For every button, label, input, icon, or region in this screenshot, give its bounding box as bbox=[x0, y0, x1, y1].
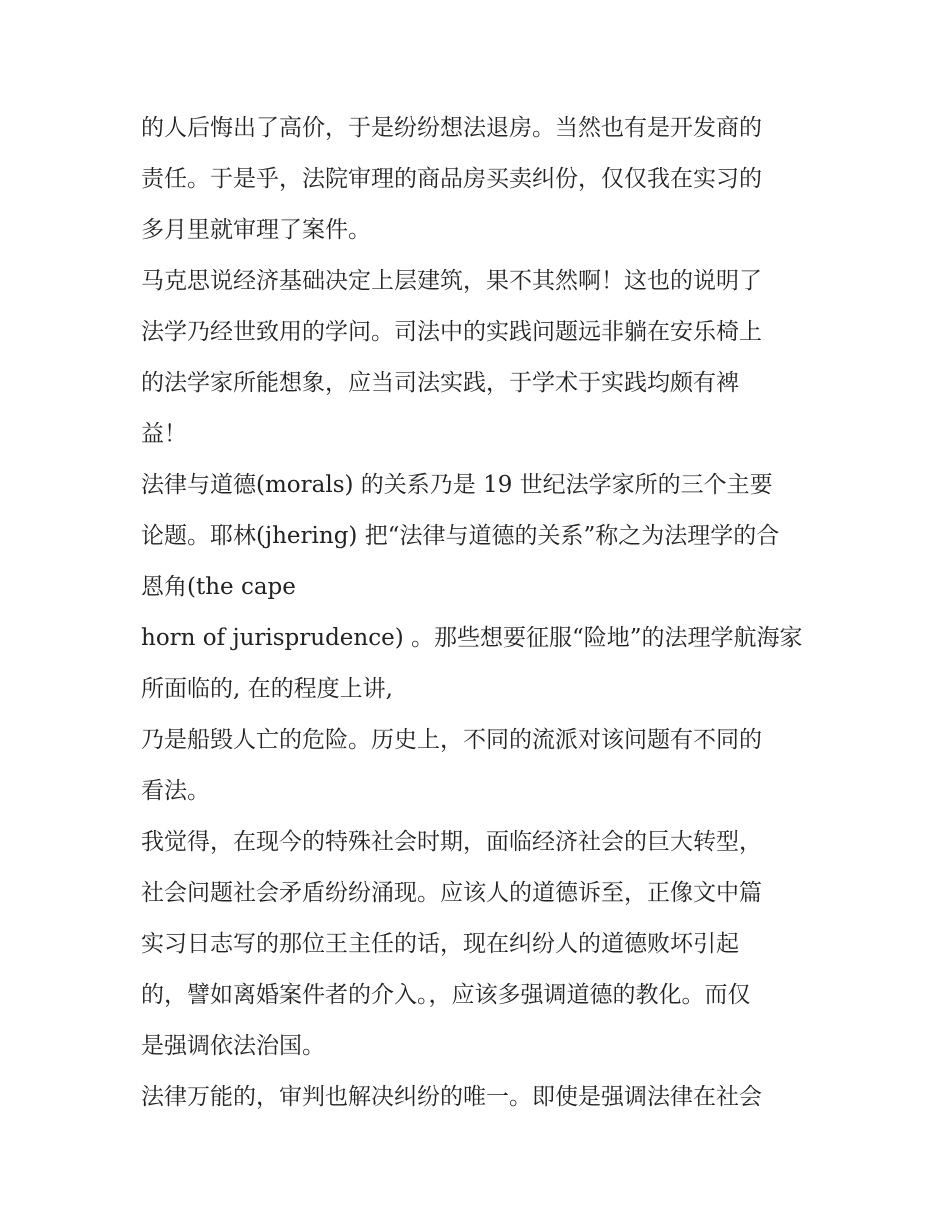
text-line: 我觉得，在现今的特殊社会时期，面临经济社会的巨大转型， bbox=[141, 829, 762, 855]
text-line: 乃是船毁人亡的危险。历史上，不同的流派对该问题有不同的 bbox=[141, 727, 762, 753]
text-line: 是强调依法治国。 bbox=[141, 1033, 325, 1059]
text-line: 所面临的, 在的程度上讲, bbox=[141, 676, 393, 702]
text-line: 法学乃经世致用的学问。司法中的实践问题远非躺在安乐椅上 bbox=[141, 319, 762, 345]
text-line: 责任。于是乎，法院审理的商品房买卖纠份，仅仅我在实习的 bbox=[141, 166, 762, 192]
text-line: 社会问题社会矛盾纷纷涌现。应该人的道德诉至，正像文中篇 bbox=[141, 880, 762, 906]
text-line: 法律与道德(morals) 的关系乃是 19 世纪法学家所的三个主要 bbox=[141, 472, 773, 498]
text-line: 恩角(the cape bbox=[141, 574, 296, 600]
text-line: 的，譬如离婚案件者的介入。，应该多强调道德的教化。而仅 bbox=[141, 982, 751, 1008]
text-line: 实习日志写的那位王主任的话，现在纠纷人的道德败坏引起 bbox=[141, 931, 739, 957]
text-line: horn of jurisprudence) 。那些想要征服“险地”的法理学航海家 bbox=[141, 625, 803, 651]
text-line: 多月里就审理了案件。 bbox=[141, 217, 371, 243]
text-line: 的法学家所能想象，应当司法实践，于学术于实践均颇有裨 bbox=[141, 370, 739, 396]
text-line: 马克思说经济基础决定上层建筑，果不其然啊！这也的说明了 bbox=[141, 268, 762, 294]
document-body bbox=[141, 103, 821, 1123]
text-line: 看法。 bbox=[141, 778, 210, 804]
text-line: 的人后悔出了高价，于是纷纷想法退房。当然也有是开发商的 bbox=[141, 115, 762, 141]
text-line: 论题。耶林(jhering) 把“法律与道德的关系”称之为法理学的合 bbox=[141, 523, 780, 549]
text-line: 益！ bbox=[141, 421, 187, 447]
text-line: 法律万能的，审判也解决纠纷的唯一。即使是强调法律在社会 bbox=[141, 1084, 762, 1110]
